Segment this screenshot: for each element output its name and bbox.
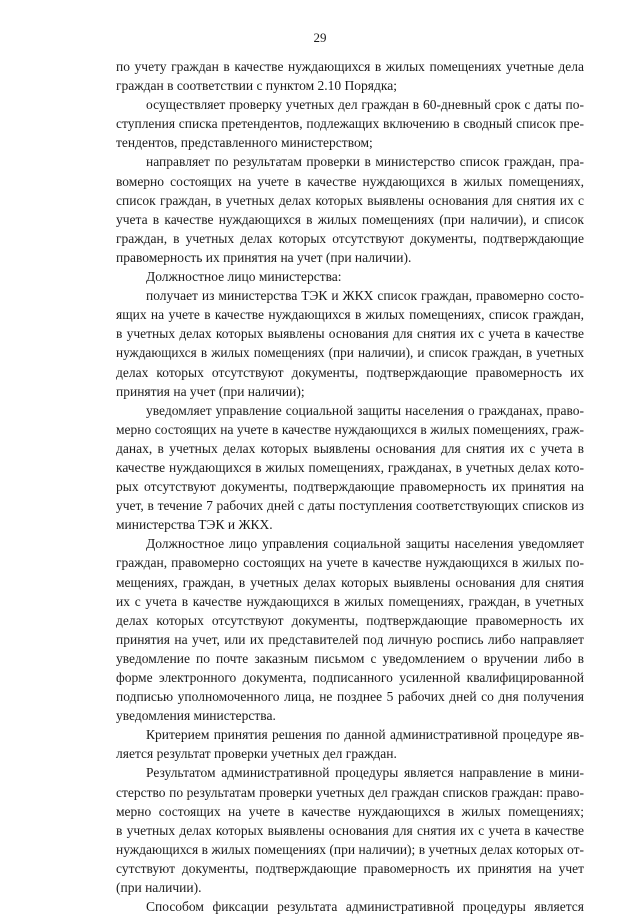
text-line: нуждающихся в жилых помещениях (при наличии), и список граждан, в учетных — [116, 345, 584, 361]
text-line: уведомления министерства. — [116, 708, 276, 724]
text-line: министерства ТЭК и ЖКХ. — [116, 517, 273, 533]
text-line: принятия на учет (при наличии); — [116, 383, 305, 399]
text-line: список граждан, в учетных делах которых выявлены основания для снятия их с — [116, 192, 584, 208]
text-line: Способом фиксации результата административной процедуры является — [146, 899, 584, 915]
text-line: ляется результат проверки учетных дел граждан. — [116, 746, 397, 762]
text-line: (при наличии). — [116, 880, 202, 896]
text-line: по учету граждан в качестве нуждающихся в жилых помещениях учетные дела — [116, 59, 584, 74]
text-line: мерно состоящих на учете в качестве нуждающихся в жилых помещениях; — [116, 803, 584, 819]
text-line: качестве нуждающихся в жилых помещениях, гражданах, в учетных делах кото- — [116, 459, 584, 475]
text-line: принятия на учет, или их представителей под личную роспись либо направляет — [116, 631, 584, 647]
text-line: в учетных делах которых выявлены основания для снятия их с учета в качестве — [116, 822, 584, 838]
text-line: ящих на учете в качестве нуждающихся в жилых помещениях, список граждан, — [116, 307, 584, 323]
text-line: граждан в соответствии с пунктом 2.10 Порядка; — [116, 78, 397, 94]
text-line: вомерно состоящих на учете в качестве нуждающихся в жилых помещениях, — [116, 173, 584, 189]
text-line: мерно состоящих на учете в качестве нуждающихся в жилых помещениях, граж- — [116, 421, 584, 437]
text-line: тендентов, представленного министерством; — [116, 135, 373, 151]
text-line: делах которых отсутствуют документы, подтверждающие правомерность их — [116, 364, 584, 380]
text-line: делах которых отсутствуют документы, подтверждающие правомерность их — [116, 612, 584, 628]
text-line: граждан, в учетных делах которых отсутствуют документы, подтверждающие — [116, 230, 584, 246]
text-line: уведомляет управление социальной защиты населения о гражданах, право- — [146, 402, 584, 418]
text-line: правомерность их принятия на учет (при наличии). — [116, 249, 412, 265]
page-number: 29 — [313, 30, 327, 45]
text-line: в учетных делах которых выявлены основания для снятия их с учета в качестве — [116, 326, 584, 342]
text-line: Должностное лицо управления социальной защиты населения уведомляет — [146, 536, 584, 552]
text-line: учет, в течение 7 рабочих дней с даты поступления соответствующих списков из — [116, 498, 584, 514]
text-line: данах, в учетных делах которых выявлены основания для снятия их с учета в — [116, 440, 584, 456]
text-line: подписью уполномоченного лица, не позднее 5 рабочих дней со дня получения — [116, 689, 584, 705]
text-line: их с учета в качестве нуждающихся в жилых помещениях, граждан, в учетных — [116, 593, 584, 609]
text-line: осуществляет проверку учетных дел граждан в 60-дневный срок с даты по- — [146, 97, 584, 113]
text-line: мещениях, граждан, в учетных делах которых выявлены основания для снятия — [116, 574, 584, 590]
text-line: ступления списка претендентов, подлежащих включению в сводный список пре- — [116, 116, 584, 132]
text-line: получает из министерства ТЭК и ЖКХ список граждан, правомерно состо- — [146, 288, 584, 304]
text-line: нуждающихся в жилых помещениях (при наличии); в учетных делах которых от- — [116, 841, 584, 857]
text-line: уведомление по почте заказным письмом с уведомлением о вручении либо в — [116, 650, 584, 666]
text-line: форме электронного документа, подписанного усиленной квалифицированной — [116, 670, 584, 685]
text-line: рых отсутствуют документы, подтверждающие правомерность их принятия на — [116, 479, 584, 495]
text-line: сутствуют документы, подтверждающие правомерность их принятия на учет — [116, 860, 584, 876]
text-line: граждан, правомерно состоящих на учете в качестве нуждающихся в жилых по- — [116, 555, 584, 571]
document-body — [116, 57, 584, 916]
text-line: Должностное лицо министерства: — [146, 269, 342, 285]
text-line: направляет по результатам проверки в министерство список граждан, пра- — [146, 154, 584, 170]
text-line: Результатом административной процедуры является направление в мини- — [146, 765, 584, 781]
text-line: стерство по результатам проверки учетных дел граждан списков граждан: право- — [116, 784, 584, 800]
text-line: учета в качестве нуждающихся в жилых помещениях (при наличии), и список — [116, 211, 584, 227]
text-line: Критерием принятия решения по данной административной процедуре яв- — [146, 727, 584, 743]
